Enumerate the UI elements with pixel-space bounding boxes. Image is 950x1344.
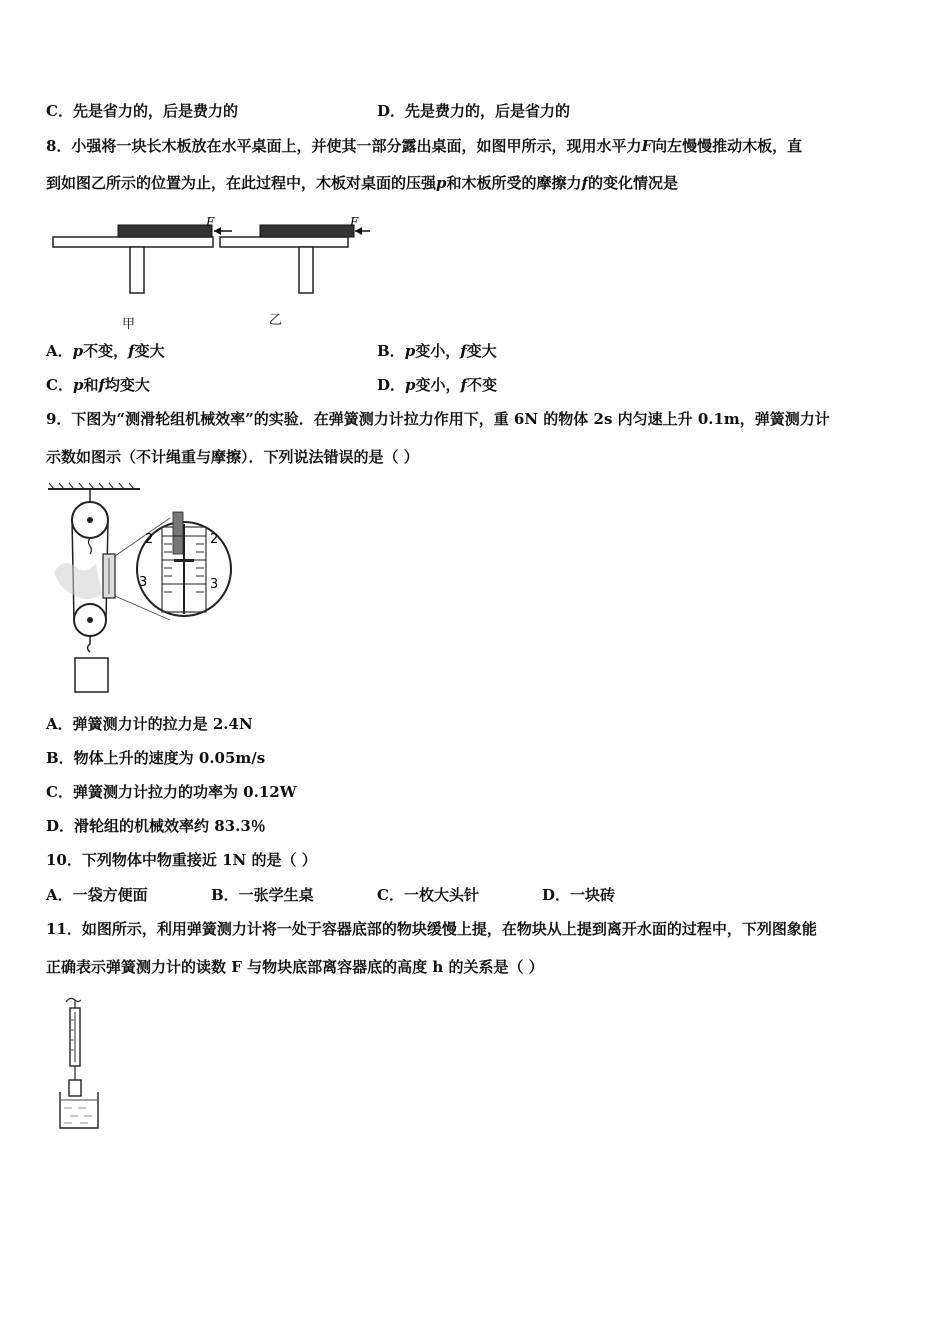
figure-label-yi: 乙 [269, 313, 283, 328]
scale-pointer [174, 559, 194, 562]
var-f: f [98, 376, 105, 394]
force-label-jia: F [206, 215, 215, 229]
q11-figure [56, 996, 104, 1132]
q10-option-a: A．一袋方便面 [46, 886, 148, 904]
q8-option-c [46, 375, 150, 395]
option-prefix: A． [46, 342, 73, 360]
q7-option-d: D．先是费力的，后是省力的 [377, 102, 571, 120]
q8-stem-line1 [46, 136, 802, 156]
board-yi [260, 225, 354, 237]
q8-option-a [46, 341, 165, 361]
q11-stem-line2: 正确表示弹簧测力计的读数 F 与物块底部离容器底的高度 h 的关系是（ ） [46, 958, 544, 976]
var-f: f [128, 342, 135, 360]
option-prefix: B． [377, 342, 405, 360]
q10-option-b: B．一张学生桌 [211, 886, 314, 904]
q9-option-c: C．弹簧测力计拉力的功率为 0.12W [46, 783, 297, 801]
q8-var-p: p [436, 174, 447, 192]
option-text: 变小， [415, 342, 461, 360]
block [69, 1080, 81, 1096]
q8-stem-text: 8．小强将一块长木板放在水平桌面上，并使其一部分露出桌面，如图甲所示，现用水平力 [46, 137, 642, 155]
q9-option-b: B．物体上升的速度为 0.05m/s [46, 749, 266, 767]
var-f: f [460, 376, 467, 394]
q9-option-d: D．滑轮组的机械效率约 83.3％ [46, 817, 266, 835]
q8-stem-text: 到如图乙所示的位置为止，在此过程中，木板对桌面的压强 [46, 174, 437, 192]
option-text: 不变 [466, 376, 497, 394]
option-text: 不变， [83, 342, 129, 360]
scale-mark-2-right: 2 [210, 532, 219, 547]
hand-icon [66, 998, 81, 1002]
q9-stem-line2: 示数如图示（不计绳重与摩擦）．下列说法错误的是（ ） [46, 448, 419, 466]
option-text: 均变大 [104, 376, 150, 394]
water-container [60, 1092, 98, 1128]
var-p: p [404, 342, 416, 360]
option-text: 变大 [134, 342, 165, 360]
q7-option-c: C．先是省力的，后是费力的 [46, 102, 238, 120]
option-text: 变小， [415, 376, 461, 394]
var-p: p [405, 376, 416, 394]
force-label-yi: F [350, 215, 359, 229]
q9-pulley-figure [44, 482, 239, 697]
q10-stem: 10．下列物体中物重接近 1N 的是（ ） [46, 851, 317, 869]
table-jia [53, 215, 232, 293]
q8-stem-text: 的变化情况是 [587, 174, 678, 192]
q8-stem-text: 和木板所受的摩擦力 [446, 174, 582, 192]
scale-mark-2-left: 2 [145, 532, 154, 547]
var-p: p [72, 376, 84, 394]
q10-option-d: D．一块砖 [542, 886, 616, 904]
q8-var-f: f [581, 174, 588, 192]
table-yi [220, 215, 370, 293]
option-text: 和 [83, 376, 99, 394]
var-f: f [460, 342, 467, 360]
q9-option-a: A．弹簧测力计的拉力是 2.4N [46, 715, 253, 733]
q8-option-b [377, 341, 497, 361]
figure-label-jia: 甲 [122, 317, 136, 332]
q9-stem-line1: 9．下图为“测滑轮组机械效率”的实验．在弹簧测力计拉力作用下，重 6N 的物体 2s 内匀速上升 0.1m，弹簧测力计 [46, 410, 830, 428]
q11-stem-line1: 11．如图所示，利用弹簧测力计将一处于容器底部的物块缓慢上提，在物块从上提到离开水面的过程中，下列图象能 [46, 920, 817, 938]
option-prefix: C． [46, 376, 73, 394]
q8-stem-line2 [46, 173, 678, 193]
q8-figure [48, 212, 378, 327]
board-jia [118, 225, 212, 237]
var-p: p [72, 342, 84, 360]
q8-stem-text: 向左慢慢推动木板，直 [652, 137, 803, 155]
q8-option-d [377, 375, 497, 395]
weight-block [75, 658, 108, 692]
option-prefix: D． [377, 376, 406, 394]
option-text: 变大 [466, 342, 497, 360]
scale-mark-3-right: 3 [210, 577, 219, 592]
scale-mark-3-left: 3 [139, 575, 148, 590]
q8-var-F: F [641, 137, 653, 155]
q10-option-c: C．一枚大头针 [377, 886, 479, 904]
